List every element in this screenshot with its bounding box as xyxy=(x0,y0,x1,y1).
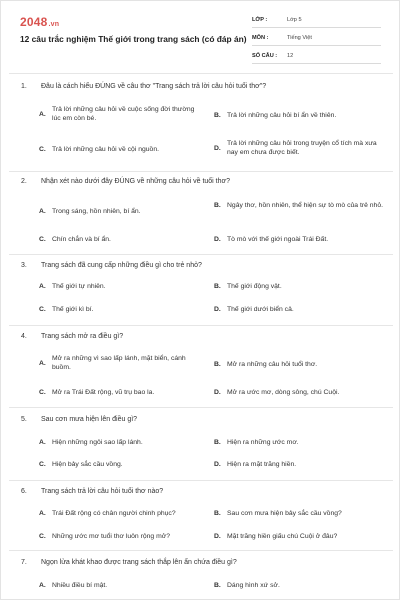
meta-value: Tiếng Việt xyxy=(287,35,312,41)
option-a[interactable]: A. Nhiều điều bí mật. xyxy=(39,582,108,589)
question-divider xyxy=(9,254,393,255)
option-a[interactable]: A. Trong sáng, hồn nhiên, bí ẩn. xyxy=(39,208,141,215)
option-d[interactable]: D. Trả lời những câu hỏi trong truyện cổ tích mà xưa nay em chưa được biết. xyxy=(214,140,377,156)
logo-text: 2048 xyxy=(20,15,48,29)
option-b[interactable]: B. Thế giới động vật. xyxy=(214,283,282,290)
option-d[interactable]: D. Tò mò với thế giới ngoài Trái Đất. xyxy=(214,236,329,243)
option-c[interactable]: C. Những ước mơ tuổi thơ luôn rộng mở? xyxy=(39,533,170,540)
question-text: 6. Trang sách trả lời câu hỏi tuổi thơ nào? xyxy=(21,488,164,495)
option-b[interactable]: B. Dáng hình xứ sở. xyxy=(214,582,280,589)
option-a[interactable]: A. Hiện những ngôi sao lấp lánh. xyxy=(39,439,143,446)
option-d[interactable]: D. Thế giới dưới biển cả. xyxy=(214,306,294,313)
page-header xyxy=(1,1,400,67)
meta-row-class xyxy=(252,13,381,28)
meta-row-count xyxy=(252,49,381,64)
option-b[interactable]: B. Trả lời những câu hỏi bí ẩn về thiên. xyxy=(214,112,337,119)
option-c[interactable]: C. Trả lời những câu hỏi về cội nguồn. xyxy=(39,146,159,153)
logo-suffix: .vn xyxy=(48,21,60,28)
option-b[interactable]: B. Hiện ra những ước mơ. xyxy=(214,439,299,446)
meta-row-subject xyxy=(252,31,381,46)
header-divider xyxy=(9,73,393,74)
question-divider xyxy=(9,325,393,326)
meta-info xyxy=(252,13,381,67)
page-title: 12 câu trắc nghiệm Thế giới trong trang sách (có đáp án) xyxy=(20,34,247,44)
question-text: 7. Ngọn lửa khát khao được trang sách thắp lên ẩn chứa điều gì? xyxy=(21,559,237,566)
option-a[interactable]: A. Trả lời những câu hỏi về cuộc sống đời thường lúc em còn bé. xyxy=(39,106,195,122)
option-c[interactable]: C. Thế giới kì bí. xyxy=(39,306,94,313)
option-b[interactable]: B. Sau cơn mưa hiện bảy sắc cầu vồng? xyxy=(214,510,342,517)
question-text: 5. Sau cơn mưa hiện lên điều gì? xyxy=(21,416,138,423)
question-divider xyxy=(9,171,393,172)
option-a[interactable]: A. Trái Đất rộng có chân người chinh phục? xyxy=(39,510,176,517)
option-c[interactable]: C. Chín chắn và bí ẩn. xyxy=(39,236,111,243)
question-divider xyxy=(9,480,393,481)
question-text: 1. Đâu là cách hiểu ĐÚNG về câu thơ "Trang sách trả lời câu hỏi tuổi thơ"? xyxy=(21,83,267,90)
option-a[interactable]: A. Mở ra những vì sao lấp lánh, mặt biển, cánh buồm. xyxy=(39,355,186,371)
option-d[interactable]: D. Mặt trăng hiền giấu chú Cuội ở đâu? xyxy=(214,533,338,540)
option-c[interactable]: C. Mở ra Trái Đất rộng, vũ trụ bao la. xyxy=(39,389,155,396)
meta-key: MÔN : xyxy=(252,35,269,41)
meta-key: SỐ CÂU : xyxy=(252,53,278,59)
meta-value: Lớp 5 xyxy=(287,17,302,23)
option-b[interactable]: B. Mở ra những câu hỏi tuổi thơ. xyxy=(214,361,318,368)
option-d[interactable]: D. Mở ra ước mơ, dòng sông, chú Cuội. xyxy=(214,389,340,396)
question-text: 2. Nhận xét nào dưới đây ĐÚNG về những câu hỏi về tuổi thơ? xyxy=(21,178,230,185)
question-text: 4. Trang sách mở ra điều gì? xyxy=(21,333,124,340)
option-d[interactable]: D. Hiện ra mặt trăng hiền. xyxy=(214,461,297,468)
option-a[interactable]: A. Thế giới tự nhiên. xyxy=(39,283,106,290)
question-text: 3. Trang sách đã cung cấp những điều gì cho trẻ nhỏ? xyxy=(21,262,202,269)
meta-value: 12 xyxy=(287,53,294,59)
meta-key: LỚP : xyxy=(252,17,268,23)
option-c[interactable]: C. Hiện bảy sắc cầu vồng. xyxy=(39,461,123,468)
question-divider xyxy=(9,407,393,408)
site-logo[interactable] xyxy=(20,15,59,29)
option-b[interactable]: B. Ngây thơ, hồn nhiên, thể hiện sự tò mò của trẻ nhỏ. xyxy=(214,202,383,209)
question-divider xyxy=(9,550,393,551)
